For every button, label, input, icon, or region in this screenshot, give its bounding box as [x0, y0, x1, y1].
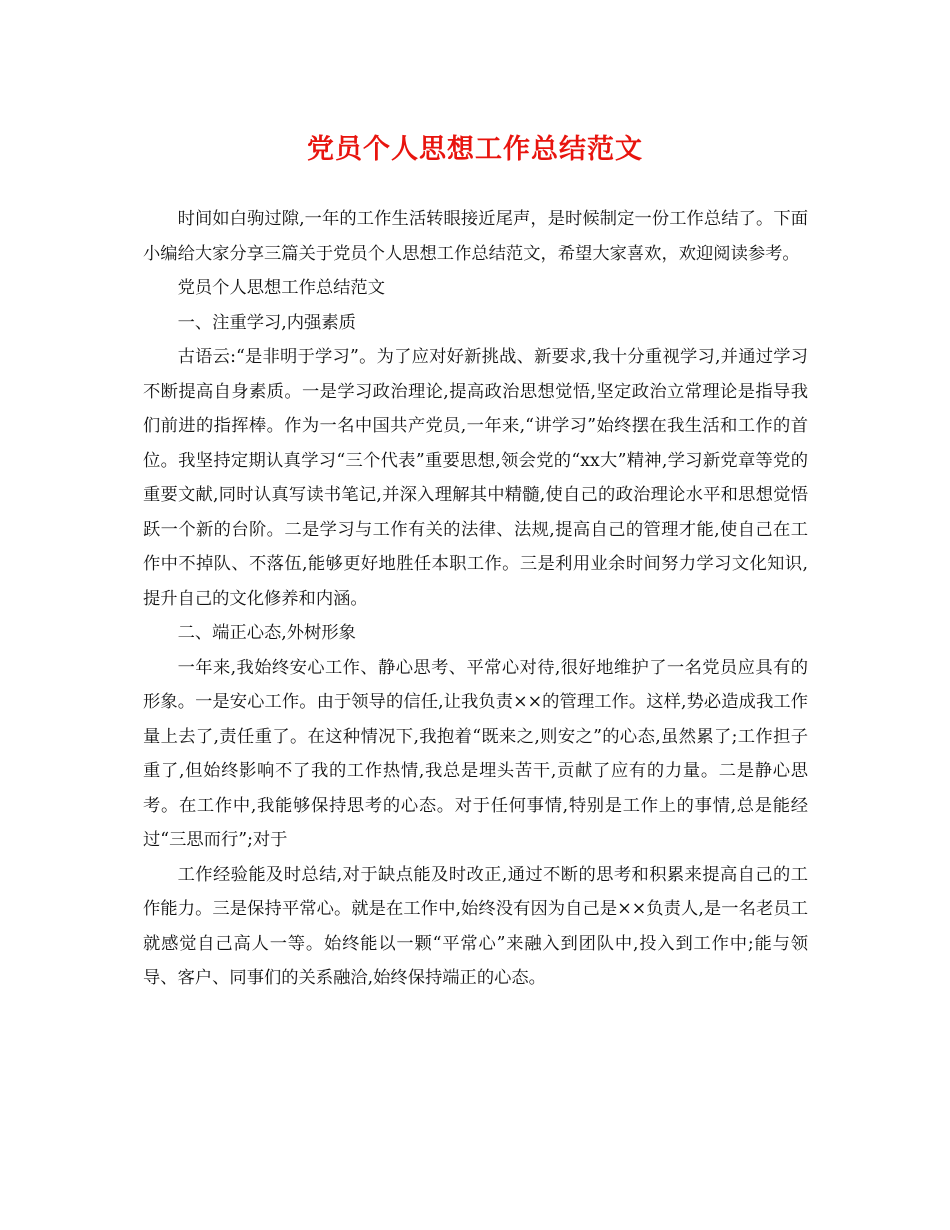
paragraph-intro: 时间如白驹过隙,一年的工作生活转眼接近尾声，是时候制定一份工作总结了。下面小编给大家分享三篇关于党员个人思想工作总结范文，希望大家喜欢，欢迎阅读参考。 [143, 209, 808, 264]
paragraph-section-1: 古语云:“是非明于学习”。为了应对好新挑战、新要求,我十分重视学习,并通过学习不断提高自身素质。一是学习政治理论,提高政治思想觉悟,坚定政治立常理论是指导我们前进的指挥棒。作为一名中国共产党员,一年来,“讲学习”始终摆在我生活和工作的首位。我坚持定期认真学习“三个代表”重要思想,领会党的“xx大”精神,学习新党章等党的重要文献,同时认真写读书笔记,并深入理解其中精髓,使自己的政治理论水平和思想觉悟跃一个新的台阶。二是学习与工作有关的法律、法规,提高自己的管理才能,使自己在工作中不掉队、不落伍,能够更好地胜任本职工作。三是利用业余时间努力学习文化知识,提升自己的文化修养和内涵。 [143, 347, 808, 609]
document-title: 党员个人思想工作总结范文 [307, 134, 643, 165]
document-body [143, 202, 808, 996]
paragraph-section-2a: 一年来,我始终安心工作、静心思考、平常心对待,很好地维护了一名党员应具有的形象。一是安心工作。由于领导的信任,让我负责××的管理工作。这样,势必造成我工作量上去了,责任重了。在这种情况下,我抱着“既来之,则安之”的心态,虽然累了;工作担子重了,但始终影响不了我的工作热情,我总是埋头苦干,贡献了应有的力量。二是静心思考。在工作中,我能够保持思考的心态。对于任何事情,特别是工作上的事情,总是能经过“三思而行”;对于 [143, 657, 808, 850]
paragraph-section-2b: 工作经验能及时总结,对于缺点能及时改正,通过不断的思考和积累来提高自己的工作能力。三是保持平常心。就是在工作中,始终没有因为自己是××负责人,是一名老员工就感觉自己高人一等。始终能以一颗“平常心”来融入到团队中,投入到工作中;能与领导、客户、同事们的关系融洽,始终保持端正的心态。 [143, 864, 808, 988]
section-heading-2: 二、端正心态,外树形象 [177, 623, 356, 643]
section-heading-1: 一、注重学习,内强素质 [177, 312, 356, 333]
paragraph-subtitle: 党员个人思想工作总结范文 [177, 278, 385, 298]
